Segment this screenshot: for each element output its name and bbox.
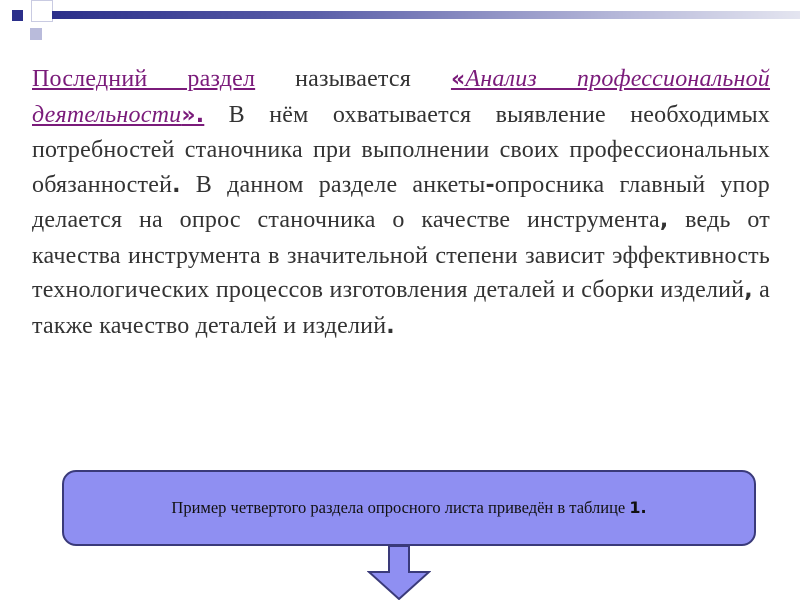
decor-square-outline bbox=[31, 0, 53, 22]
text-segment: В нём охватывается выявление необходимых потребностей станочника при выполнении своих профессиональных обязанностей bbox=[32, 101, 770, 198]
text-segment: В данном разделе анкеты bbox=[180, 171, 486, 198]
punct-period: . bbox=[386, 313, 395, 339]
punct-dash: - bbox=[485, 172, 495, 198]
punct-period: . bbox=[172, 172, 181, 198]
text-segment: а также качество деталей и изделий bbox=[32, 277, 770, 339]
down-arrow-icon bbox=[367, 546, 431, 600]
decor-square-dark-large bbox=[12, 10, 23, 21]
section-title-italic: Анализ профессиональной деятельности bbox=[32, 66, 771, 128]
quote-close: ». bbox=[181, 102, 205, 128]
punct-comma: , bbox=[744, 278, 753, 303]
section-ref-link[interactable]: Последний раздел bbox=[32, 66, 256, 92]
header-gradient-band bbox=[52, 11, 800, 19]
decor-square-light-small bbox=[30, 28, 42, 40]
callout-text-main: Пример четвертого раздела опросного листа приведён в таблице bbox=[171, 498, 630, 517]
punct-comma: , bbox=[659, 208, 669, 233]
callout-text bbox=[171, 498, 646, 518]
text-segment: называется bbox=[255, 66, 451, 92]
main-paragraph bbox=[32, 62, 770, 344]
text-segment: ведь от качества инструмента в значительной степени зависит эффективность технологических процессов изготовления деталей и сборки изделий bbox=[32, 207, 770, 303]
text-segment: опросника главный упор делается на опрос станочника о качестве инструмента bbox=[32, 171, 771, 233]
callout-table-number: 1. bbox=[629, 498, 647, 517]
quote-open: « bbox=[450, 67, 466, 92]
callout-box bbox=[62, 470, 756, 546]
